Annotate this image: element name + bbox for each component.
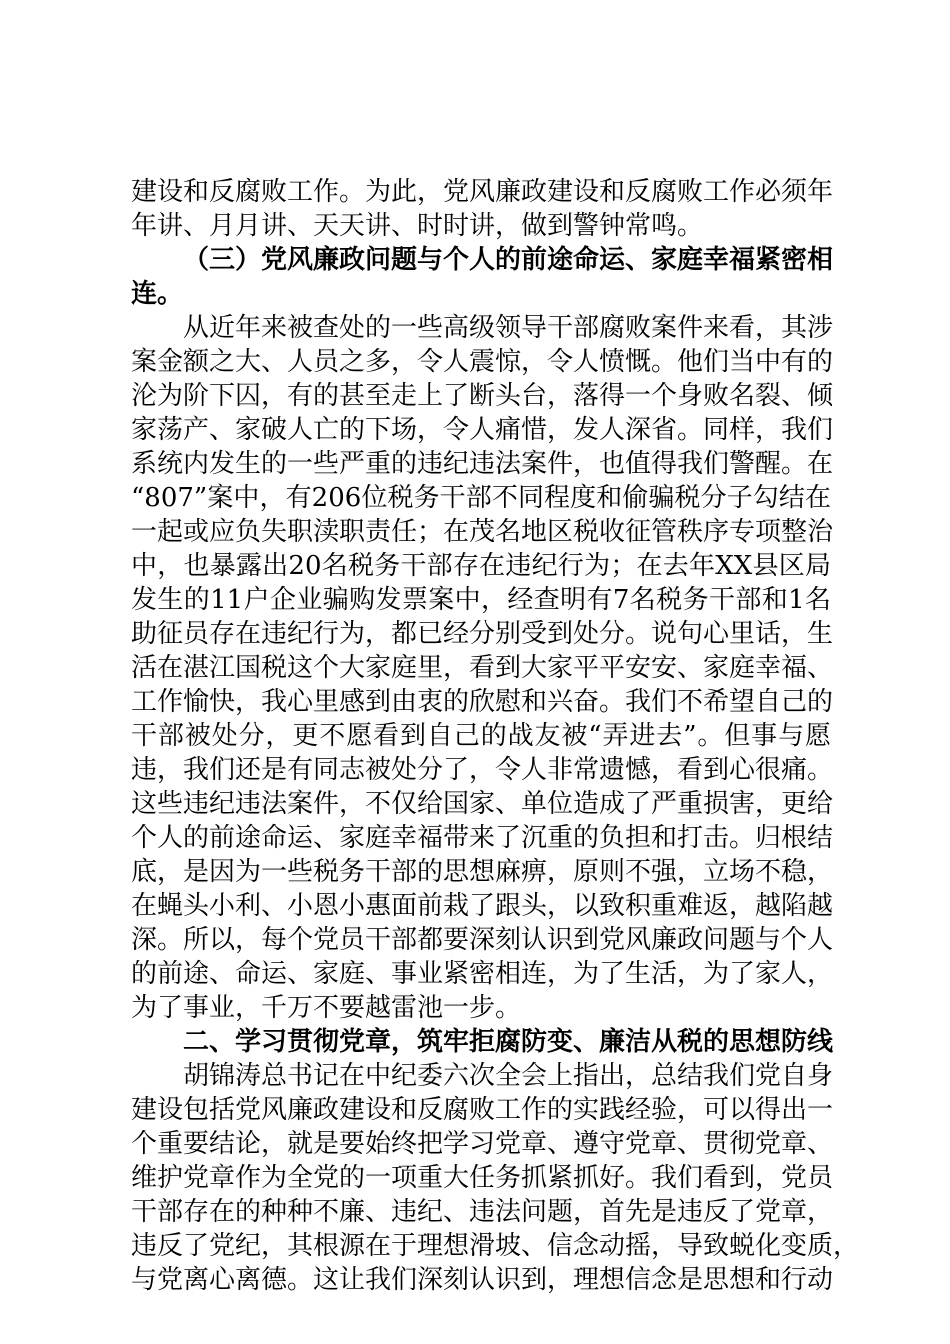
body-text-line: 工作愉快，我心里感到由衷的欣慰和兴奋。我们不希望自己的 xyxy=(131,687,834,717)
body-text-line: 沦为阶下囚，有的甚至走上了断头台，落得一个身败名裂、倾 xyxy=(131,381,834,411)
body-text-line: 干部被处分，更不愿看到自己的战友被“弄进去”。但事与愿 xyxy=(131,721,831,751)
body-text-line: 为了事业，千万不要越雷池一步。 xyxy=(131,993,522,1023)
body-text-line: 建设包括党风廉政建设和反腐败工作的实践经验，可以得出一 xyxy=(131,1095,834,1125)
body-text-line: 发生的11户企业骗购发票案中，经查明有7名税务干部和1名 xyxy=(131,585,831,615)
body-text-line: 个人的前途命运、家庭幸福带来了沉重的负担和打击。归根结 xyxy=(131,823,834,853)
body-text-line: 的前途、命运、家庭、事业紧密相连，为了生活，为了家人， xyxy=(131,959,834,989)
section-heading-line: （三）党风廉政问题与个人的前途命运、家庭幸福紧密相 xyxy=(183,245,834,275)
body-text-line: 中，也暴露出20名税务干部存在违纪行为；在去年XX县区局 xyxy=(131,551,831,581)
body-text-line: 系统内发生的一些严重的违纪违法案件，也值得我们警醒。在 xyxy=(131,449,834,479)
body-text-line: 助征员存在违纪行为，都已经分别受到处分。说句心里话，生 xyxy=(131,619,834,649)
body-text-line: 底，是因为一些税务干部的思想麻痹，原则不强，立场不稳， xyxy=(131,857,834,887)
body-text-line: 建设和反腐败工作。为此，党风廉政建设和反腐败工作必须年 xyxy=(131,177,834,207)
body-text-line: 违反了党纪，其根源在于理想滑坡、信念动摇，导致蜕化变质， xyxy=(131,1231,860,1261)
body-text-line: “807”案中，有206位税务干部不同程度和偷骗税分子勾结在 xyxy=(131,483,831,513)
body-text-line: 违，我们还是有同志被处分了，令人非常遗憾，看到心很痛。 xyxy=(131,755,834,785)
body-text-line: 个重要结论，就是要始终把学习党章、遵守党章、贯彻党章、 xyxy=(131,1129,834,1159)
body-text-line: 活在湛江国税这个大家庭里，看到大家平平安安、家庭幸福、 xyxy=(131,653,834,683)
body-text-line: 在蝇头小利、小恩小惠面前栽了跟头，以致积重难返，越陷越 xyxy=(131,891,834,921)
body-text-line: 从近年来被查处的一些高级领导干部腐败案件来看，其涉 xyxy=(183,313,834,343)
body-text-line: 这些违纪违法案件，不仅给国家、单位造成了严重损害，更给 xyxy=(131,789,834,819)
section-heading-line: 二、学习贯彻党章，筑牢拒腐防变、廉洁从税的思想防线 xyxy=(183,1027,834,1057)
section-heading-line: 连。 xyxy=(131,279,184,309)
body-text-line: 案金额之大、人员之多，令人震惊，令人愤慨。他们当中有的 xyxy=(131,347,834,377)
body-text-line: 家荡产、家破人亡的下场，令人痛惜，发人深省。同样，我们 xyxy=(131,415,834,445)
body-text-line: 与党离心离德。这让我们深刻认识到，理想信念是思想和行动 xyxy=(131,1265,834,1295)
body-text-line: 胡锦涛总书记在中纪委六次全会上指出，总结我们党自身 xyxy=(183,1061,834,1091)
body-text-line: 深。所以，每个党员干部都要深刻认识到党风廉政问题与个人 xyxy=(131,925,834,955)
body-text-line: 一起或应负失职渎职责任；在茂名地区税收征管秩序专项整治 xyxy=(131,517,834,547)
body-text-line: 年讲、月月讲、天天讲、时时讲，做到警钟常鸣。 xyxy=(131,211,704,241)
body-text-line: 维护党章作为全党的一项重大任务抓紧抓好。我们看到，党员 xyxy=(131,1163,834,1193)
body-text-line: 干部存在的种种不廉、违纪、违法问题，首先是违反了党章， xyxy=(131,1197,834,1227)
